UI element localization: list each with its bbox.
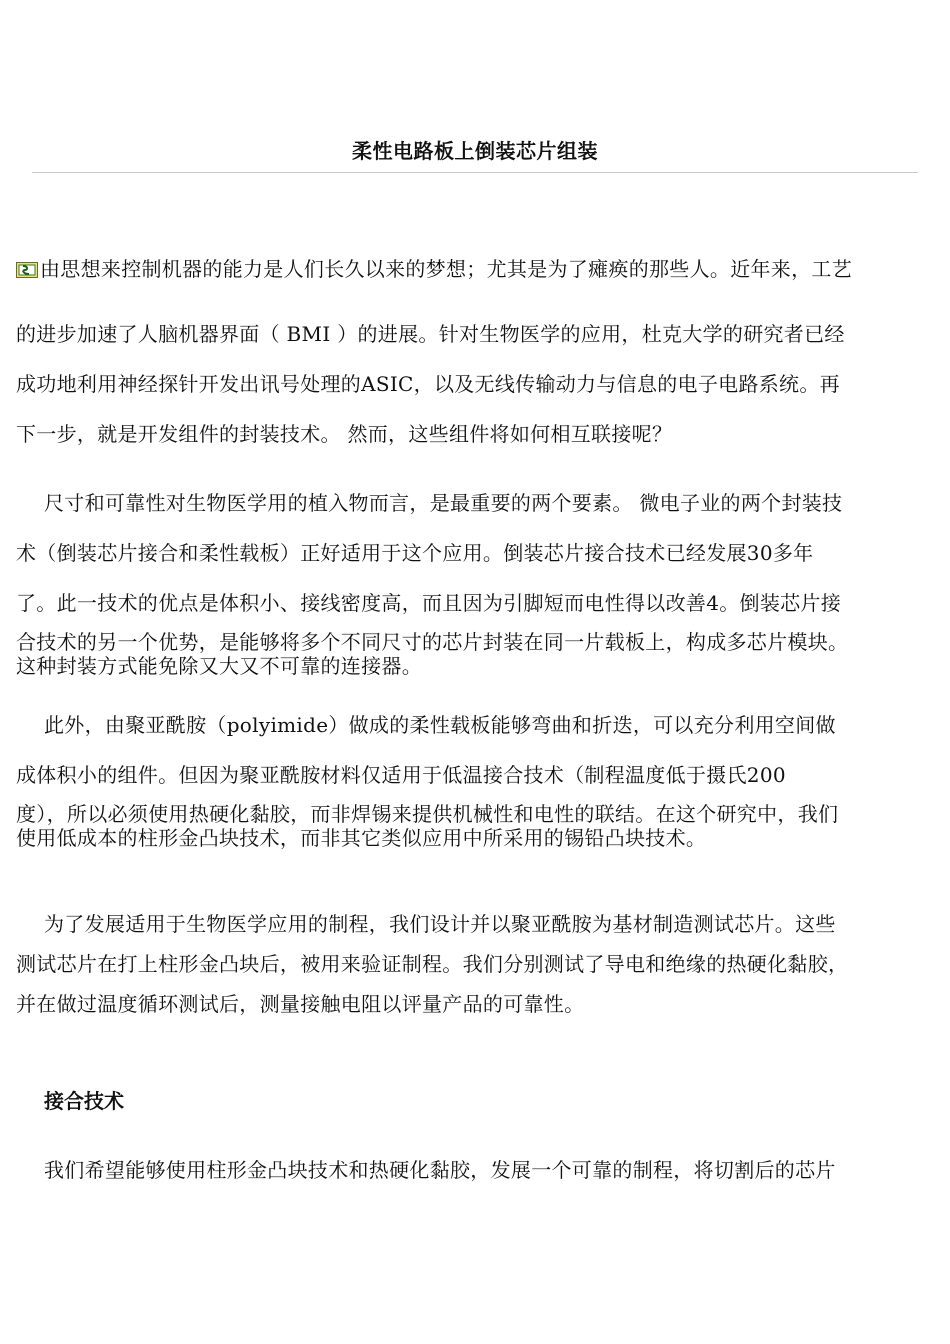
- paragraph-line: 此外，由聚亚酰胺（polyimide）做成的柔性载板能够弯曲和折迭，可以充分利用空间做: [44, 713, 836, 737]
- paragraph-line: 测试芯片在打上柱形金凸块后，被用来验证制程。我们分别测试了导电和绝缘的热硬化黏胶，: [16, 952, 849, 976]
- paragraph-polyimide: [16, 700, 934, 850]
- paragraph-line: 我们希望能够使用柱形金凸块技术和热硬化黏胶，发展一个可靠的制程，将切割后的芯片: [44, 1158, 836, 1182]
- paragraph-line: 术（倒装芯片接合和柔性载板）正好适用于这个应用。倒装芯片接合技术已经发展30多年: [16, 541, 814, 565]
- paragraph-text: 由思想来控制机器的能力是人们长久以来的梦想；尤其是为了瘫痪的那些人。近年来，工艺: [40, 257, 852, 281]
- paragraph-line: 成体积小的组件。但因为聚亚酰胺材料仅适用于低温接合技术（制程温度低于摄氏200: [16, 763, 786, 787]
- paragraph-line: 合技术的另一个优势，是能够将多个不同尺寸的芯片封装在同一片载板上，构成多芯片模块。: [16, 630, 849, 654]
- paragraph-line: 这种封装方式能免除又大又不可靠的连接器。: [16, 654, 422, 678]
- title-divider: [32, 172, 918, 173]
- paragraph-line: 使用低成本的柱形金凸块技术，而非其它类似应用中所采用的锡铅凸块技术。: [16, 826, 707, 850]
- paragraph-line: 度），所以必须使用热硬化黏胶，而非焊锡来提供机械性和电性的联结。在这个研究中，我们: [16, 802, 839, 826]
- paragraph-intro: [16, 244, 934, 459]
- paragraph-size-reliability: [16, 478, 934, 678]
- section-heading: 接合技术: [44, 1089, 124, 1113]
- paragraph-line: 为了发展适用于生物医学应用的制程，我们设计并以聚亚酰胺为基材制造测试芯片。这些: [44, 912, 836, 936]
- paragraph-line: 成功地利用神经探针开发出讯号处理的ASIC，以及无线传输动力与信息的电子电路系统。再: [16, 372, 840, 396]
- page-title: 柔性电路板上倒装芯片组装: [352, 139, 598, 163]
- paragraph-bonding: [16, 1150, 934, 1190]
- document-icon: [16, 246, 38, 262]
- paragraph-line: 了。此一技术的优点是体积小、接线密度高，而且因为引脚短而电性得以改善4。倒装芯片接: [16, 591, 842, 615]
- paragraph-line: 下一步，就是开发组件的封装技术。 然而，这些组件将如何相互联接呢？: [16, 422, 673, 446]
- paragraph-process: [16, 904, 934, 1024]
- paragraph-line: [16, 244, 934, 294]
- paragraph-line: 尺寸和可靠性对生物医学用的植入物而言，是最重要的两个要素。 微电子业的两个封装技: [44, 491, 843, 515]
- paragraph-line: 并在做过温度循环测试后，测量接触电阻以评量产品的可靠性。: [16, 992, 585, 1016]
- paragraph-line: 的进步加速了人脑机器界面（ BMI ）的进展。针对生物医学的应用，杜克大学的研究者已经: [16, 322, 845, 346]
